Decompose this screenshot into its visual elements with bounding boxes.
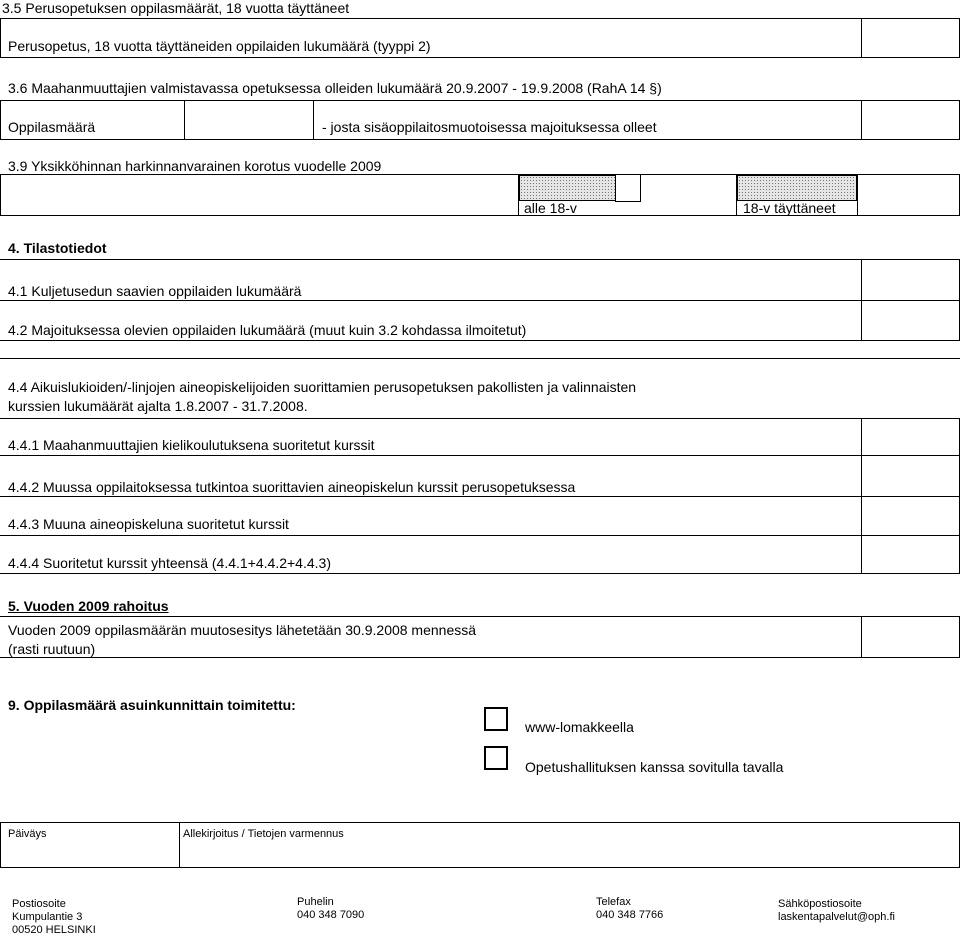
footer-address-label: Postiosoite <box>12 898 66 910</box>
s36-boarding-input[interactable] <box>861 100 960 140</box>
s4-row-444-label: 4.4.4 Suoritetut kurssit yhteensä (4.4.1+4.4.2+4.4.3) <box>8 555 331 571</box>
s4-row-443-label: 4.4.3 Muuna aineopiskeluna suoritetut kurssit <box>8 516 289 532</box>
divider <box>0 259 960 260</box>
divider <box>0 573 862 574</box>
s9-option1-checkbox[interactable] <box>484 707 508 731</box>
s39-shaded-area <box>737 175 857 201</box>
s4-row-441-input[interactable] <box>861 418 960 456</box>
s4-row-442-input[interactable] <box>861 455 960 497</box>
s4-row-44-line1: 4.4 Aikuislukioiden/-linjojen aineopiskelijoiden suorittamien perusopetuksen pakollisten ja valinnaisten <box>8 379 637 395</box>
divider <box>0 300 862 301</box>
date-label: Päiväys <box>8 828 47 840</box>
signature-label: Allekirjoitus / Tietojen varmennus <box>183 828 344 840</box>
s39-under18-label: alle 18-v <box>524 200 577 216</box>
s36-count-label: Oppilasmäärä <box>8 119 96 135</box>
footer-email-value: laskentapalvelut@oph.fi <box>778 911 895 923</box>
divider <box>0 535 862 536</box>
divider <box>0 657 862 658</box>
footer-address-line2: 00520 HELSINKI <box>12 924 96 936</box>
s39-heading: 3.9 Yksikköhinnan harkinnanvarainen korotus vuodelle 2009 <box>8 158 382 174</box>
s9-option2-label: Opetushallituksen kanssa sovitulla tavalla <box>525 759 784 775</box>
s39-shaded-area <box>519 175 616 201</box>
s4-heading: 4. Tilastotiedot <box>8 240 107 256</box>
footer-address-line1: Kumpulantie 3 <box>12 911 83 923</box>
date-input[interactable] <box>1 842 178 866</box>
signature-input[interactable] <box>181 842 958 866</box>
footer-fax-value: 040 348 7766 <box>596 909 664 921</box>
s4-row-442-label: 4.4.2 Muussa oppilaitoksessa tutkintoa suorittavien aineopiskelun kurssit perusopetuksessa <box>8 479 576 495</box>
s39-over18-checkbox[interactable] <box>857 174 960 216</box>
s4-row-443-input[interactable] <box>861 496 960 536</box>
s39-label-cell <box>0 174 519 216</box>
s9-heading: 9. Oppilasmäärä asuinkunnittain toimitettu: <box>8 697 296 713</box>
divider <box>0 418 960 419</box>
s4-row-444-input[interactable] <box>861 535 960 574</box>
s4-row-42-label: 4.2 Majoituksessa olevien oppilaiden lukumäärä (muut kuin 3.2 kohdassa ilmoitetut) <box>8 322 527 338</box>
s4-row-41-label: 4.1 Kuljetusedun saavien oppilaiden lukumäärä <box>8 283 302 299</box>
s4-row-41-input[interactable] <box>861 259 960 301</box>
s39-under18-checkbox[interactable] <box>615 174 641 202</box>
s36-count-input[interactable] <box>184 100 314 140</box>
divider <box>179 822 180 868</box>
divider <box>0 455 862 456</box>
divider <box>0 358 960 359</box>
s9-option2-checkbox[interactable] <box>484 746 508 770</box>
s5-heading: 5. Vuoden 2009 rahoitus <box>8 598 169 614</box>
divider <box>0 340 862 341</box>
s35-row-label: Perusopetus, 18 vuotta täyttäneiden oppilaiden lukumäärä (tyyppi 2) <box>8 38 431 54</box>
s36-boarding-label: - josta sisäoppilaitosmuotoisessa majoituksessa olleet <box>322 119 657 135</box>
s5-checkbox[interactable] <box>861 616 960 658</box>
s5-line1: Vuoden 2009 oppilasmäärän muutosesitys lähetetään 30.9.2008 mennessä <box>8 622 477 638</box>
s35-value-input[interactable] <box>861 18 960 58</box>
divider <box>0 496 862 497</box>
footer-phone-value: 040 348 7090 <box>297 909 365 921</box>
s35-heading: 3.5 Perusopetuksen oppilasmäärät, 18 vuotta täyttäneet <box>2 0 350 16</box>
s39-over18-label: 18-v täyttäneet <box>743 200 836 216</box>
s36-heading: 3.6 Maahanmuuttajien valmistavassa opetuksessa olleiden lukumäärä 20.9.2007 - 19.9.2008 (RahA 14 §) <box>8 80 662 96</box>
s4-row-42-input[interactable] <box>861 300 960 341</box>
footer-phone-label: Puhelin <box>297 896 334 908</box>
s5-line2: (rasti ruutuun) <box>8 641 96 657</box>
footer-fax-label: Telefax <box>596 896 631 908</box>
s4-row-441-label: 4.4.1 Maahanmuuttajien kielikoulutuksena suoritetut kurssit <box>8 437 375 453</box>
s9-option1-label: www-lomakkeella <box>525 719 634 735</box>
footer-email-label: Sähköpostiosoite <box>778 898 862 910</box>
s4-row-44-line2: kurssien lukumäärät ajalta 1.8.2007 - 31.7.2008. <box>8 398 308 414</box>
divider <box>0 616 960 617</box>
